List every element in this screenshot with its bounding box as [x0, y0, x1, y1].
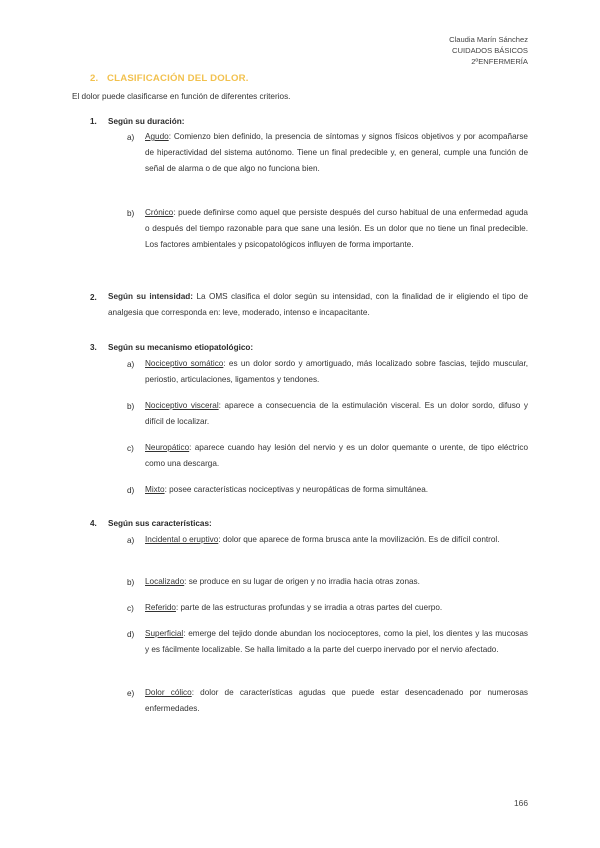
criterion-title: Según sus características:	[108, 519, 212, 528]
criterion-number: 2.	[90, 293, 97, 302]
section-title	[90, 73, 249, 84]
page-number: 166	[514, 798, 528, 808]
item-term: Agudo	[145, 132, 169, 141]
item-text: : dolor que aparece de forma brusca ante la movilización. Es de difícil control.	[218, 535, 500, 544]
item-text: : aparece cuando hay lesión del nervio y es un dolor quemante o urente, de tipo eléctrico como una descarga.	[145, 443, 528, 469]
list-item	[145, 356, 528, 388]
list-item	[145, 398, 528, 430]
item-term: Localizado	[145, 577, 185, 586]
item-term: Referido	[145, 603, 176, 612]
item-term: Nociceptivo visceral	[145, 401, 219, 410]
item-text: : parte de las estructuras profundas y se irradia a otras partes del cuerpo.	[175, 603, 443, 612]
section-number: 2.	[90, 73, 99, 84]
header-course: 2ºENFERMERÍA	[471, 57, 528, 66]
item-letter: b)	[127, 209, 135, 218]
list-item	[145, 205, 528, 254]
page-header	[449, 34, 528, 67]
item-letter: c)	[127, 604, 134, 613]
section-intro: El dolor puede clasificarse en función de diferentes criterios.	[72, 92, 291, 101]
header-author: Claudia Marín Sánchez	[449, 35, 528, 44]
item-letter: e)	[127, 689, 135, 698]
item-term: Neuropático	[145, 443, 190, 452]
criterion-title: Según su mecanismo etiopatológico:	[108, 343, 254, 352]
item-term: Superficial	[145, 629, 184, 638]
item-text: : aparece a consecuencia de la estimulación visceral. Es un dolor sordo, difuso y difícil de localizar.	[145, 401, 528, 427]
item-letter: a)	[127, 360, 135, 369]
list-item	[145, 482, 528, 498]
item-letter: a)	[127, 536, 135, 545]
list-item	[145, 440, 528, 472]
criterion-text: La OMS clasifica el dolor según su intensidad, con la finalidad de ir eligiendo el tipo de analgesia que corresponda en: leve, moderado, intenso e incapacitante.	[108, 292, 528, 318]
list-item	[145, 600, 528, 616]
criterion-number: 1.	[90, 117, 97, 126]
item-text: : emerge del tejido donde abundan los nocioceptores, como la piel, los dientes y las mucosas y es fácilmente localizable. Se halla limitado a la parte del cuerpo inervado por el nervio afectado.	[145, 629, 528, 655]
item-text: : es un dolor sordo y amortiguado, más localizado sobre fascias, tejido muscular, periostio, articulaciones, ligamentos y tendones.	[145, 359, 528, 385]
item-term: Dolor cólico	[145, 688, 192, 697]
header-subject: CUIDADOS BÁSICOS	[452, 46, 528, 55]
item-term: Crónico	[145, 208, 174, 217]
item-text: : puede definirse como aquel que persiste después del curso habitual de una enfermedad aguda o después del tiempo razonable para que sane una lesión. Es un dolor que no tiene un final predecible. Los factores ambientales y psicopatológicos influyen de forma importante.	[145, 208, 528, 250]
criterion-title: Según su intensidad:	[108, 292, 194, 301]
item-letter: a)	[127, 133, 135, 142]
section-title-text: CLASIFICACIÓN DEL DOLOR.	[107, 73, 249, 84]
item-text: : dolor de características agudas que puede estar desencadenado por numerosas enfermedades.	[145, 688, 528, 714]
list-item	[145, 626, 528, 658]
item-letter: b)	[127, 578, 135, 587]
item-term: Nociceptivo somático	[145, 359, 224, 368]
item-letter: d)	[127, 630, 135, 639]
criterion-number: 3.	[90, 343, 97, 352]
item-letter: d)	[127, 486, 135, 495]
criterion-paragraph	[108, 289, 528, 321]
list-item	[145, 685, 528, 717]
item-text: : posee características nociceptivas y neuropáticas de forma simultánea.	[164, 485, 429, 494]
criterion-number: 4.	[90, 519, 97, 528]
list-item	[145, 532, 528, 548]
item-letter: b)	[127, 402, 135, 411]
item-term: Mixto	[145, 485, 165, 494]
item-text: : Comienzo bien definido, la presencia de síntomas y signos físicos objetivos y por acompañarse de hiperactividad del sistema autónomo. Tiene un final predecible y, en general, cumple una función de señal de alarma o de que algo no funciona bien.	[145, 132, 528, 174]
criterion-title: Según su duración:	[108, 117, 185, 126]
item-text: : se produce en su lugar de origen y no irradia hacia otras zonas.	[184, 577, 420, 586]
list-item	[145, 129, 528, 178]
list-item	[145, 574, 528, 590]
item-letter: c)	[127, 444, 134, 453]
item-term: Incidental o eruptivo	[145, 535, 219, 544]
